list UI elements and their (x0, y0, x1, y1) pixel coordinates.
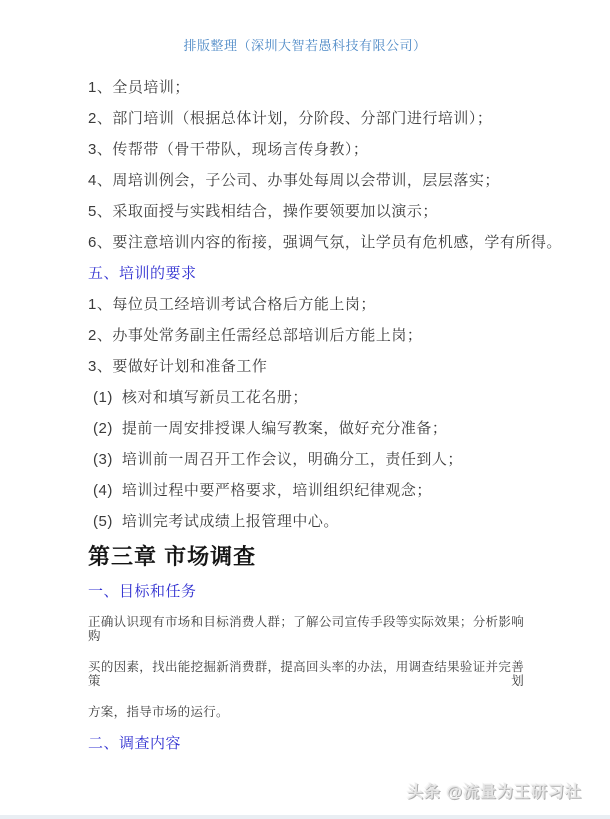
list-item-requirement-3: 3、要做好计划和准备工作 (88, 358, 268, 375)
sub-list-item-4 (88, 483, 524, 499)
sub-list-item-1 (88, 390, 524, 406)
sub-list-text: 培训前一周召开工作会议，明确分工，责任到人； (121, 451, 463, 468)
sub-list-marker: (2) (93, 420, 113, 437)
watermark-text: 头条 @流量为王研习社 (406, 784, 582, 801)
doc-header-title: 排版整理（深圳大智若愚科技有限公司） (183, 38, 427, 53)
sub-list-item-5 (88, 514, 524, 530)
list-item-requirement-2: 2、办事处常务副主任需经总部培训后方能上岗； (88, 327, 423, 344)
sub-list-text: 核对和填写新员工花名册； (121, 389, 308, 406)
document-content (0, 54, 610, 752)
sub-list-marker: (3) (93, 451, 113, 468)
list-item-requirement-1: 1、每位员工经培训考试合格后方能上岗； (88, 296, 376, 313)
bottom-edge-strip (0, 815, 610, 819)
section-heading-survey-content: 二、调查内容 (88, 735, 182, 752)
list-item-training-method-4: 4、周培训例会，子公司、办事处每周以会带训，层层落实； (88, 172, 500, 189)
sub-list-text: 培训完考试成绩上报管理中心。 (121, 513, 339, 530)
list-item-training-method-6: 6、要注意培训内容的衔接，强调气氛，让学员有危机感，学有所得。 (88, 234, 562, 251)
paragraph-line-1: 正确认识现有市场和目标消费人群；了解公司宣传手段等实际效果；分析影响购 (88, 615, 524, 643)
section-heading-goals-and-tasks: 一、目标和任务 (88, 583, 197, 600)
sub-list-text: 培训过程中要严格要求，培训组织纪律观念； (121, 482, 432, 499)
section-heading-training-requirements: 五、培训的要求 (88, 265, 197, 282)
list-item-training-method-1: 1、全员培训； (88, 79, 190, 96)
list-item-training-method-5: 5、采取面授与实践相结合，操作要领要加以演示； (88, 203, 438, 220)
sub-list-item-2 (88, 421, 524, 437)
sub-list-text: 提前一周安排授课人编写教案，做好充分准备； (121, 420, 448, 437)
sub-list-marker: (1) (93, 389, 113, 406)
sub-list-marker: (4) (93, 482, 113, 499)
sub-list-marker: (5) (93, 513, 113, 530)
chapter-title: 第三章 市场调查 (88, 544, 257, 569)
paragraph-line-3: 方案，指导市场的运行。 (88, 705, 229, 719)
list-item-training-method-2: 2、部门培训（根据总体计划，分阶段、分部门进行培训）； (88, 110, 493, 127)
list-item-training-method-3: 3、传帮带（骨干带队，现场言传身教）； (88, 141, 369, 158)
paragraph-line-2: 买的因素，找出能挖掘新消费群，提高回头率的办法，用调查结果验证并完善策划 (88, 660, 524, 688)
sub-list-item-3 (88, 452, 524, 468)
